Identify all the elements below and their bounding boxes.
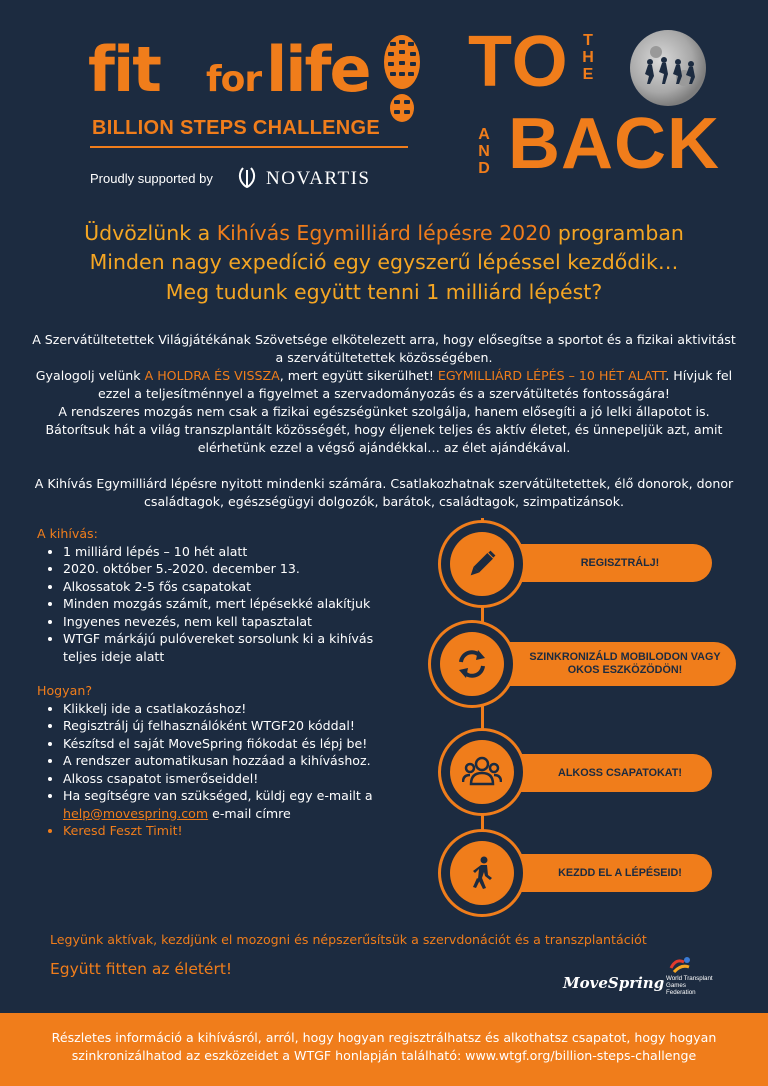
step-pill-sync [486,642,736,686]
question-heading: Meg tudunk együtt tenni 1 milliárd lépést? [165,280,603,304]
intro-text [28,331,740,511]
step-label-sync: SZINKRONIZÁLD MOBILODON VAGY OKOS ESZKÖZÖDÖN! [529,651,721,676]
closing-slogan: Együtt fitten az életért! [50,960,233,978]
step-label-register: REGISZTRÁLJ! [580,556,660,569]
intro-paragraph-2 [28,367,740,403]
campaign-and-letter: A [478,126,490,143]
supported-by-text: Proudly supported by [90,171,213,186]
wtgf-logo-text: World Transplant Games Federation [666,975,713,996]
intro-p2-c: . Hívjuk fel ezzel a teljesítménnyel a figyelmet a szervadományozás és a szervátültetés fontosságára! [98,368,733,401]
intro-p2-highlight-1: A HOLDRA ÉS VISSZA [144,368,280,383]
logo-divider [90,146,408,148]
step-circle-register [438,520,526,608]
challenge-item: • Alkossatok 2-5 fős csapatokat [63,578,407,596]
join-link[interactable]: • Klikkelj ide a csatlakozáshoz! [63,700,407,718]
team-search-item: • Keresd Feszt Timit! [63,822,407,840]
challenge-item: • Ingyenes nevezés, nem kell tapasztalat [63,613,407,631]
movespring-logo: MoveSpring [563,974,665,992]
sponsor-name: NOVARTIS [266,168,371,189]
help-item [63,787,407,822]
steps-infographic [430,518,720,910]
step-label-start: KEZDD EL A LÉPÉSEID! [558,866,682,879]
welcome-heading-post: programban [551,221,684,245]
campaign-the-letter: E [582,66,594,83]
footer-text: Részletes információ a kihívásról, arról, hogy hogyan regisztrálhatsz és alkothatsz csapatot, hogy hogyan szinkronizálhatod az eszközeidet a WTGF honlapján található: www.wtgf.org/billion-steps-challenge [51,1030,717,1063]
challenge-list [37,543,407,666]
challenge-details [37,525,407,840]
footer-banner [0,1013,768,1086]
campaign-and-text [474,126,494,177]
to-the-moon-and-back-logo [468,22,720,198]
closing-line-1: Legyünk aktívak, kezdjünk el mozogni és népszerűsítsük a szervdonációt és a transzplantációt [50,932,647,947]
step-label-team: ALKOSS CSAPATOKAT! [558,766,682,779]
intro-paragraph-4: Bátorítsuk hát a világ transzplantált közösségét, hogy éljenek teljes és aktív életet, és ünnepeljük azt, amit elérhetünk ezzel a végső ajándékkal… az élet ajándékával. [45,422,723,455]
step-circle-start [438,829,526,917]
intro-paragraph-3: A rendszeres mozgás nem csak a fizikai egészségünket szolgálja, hanem elősegíti a jó lelki állapotot is. [58,404,710,419]
section-spacer [37,665,407,682]
campaign-and-letter: D [478,160,490,177]
intro-paragraph-5: A Kihívás Egymilliárd lépésre nyitott mindenki számára. Csatlakozhatnak szervátültetettek, élő donorok, donor családtagok, egészségügyi dolgozók, barátok, családtagok, szimpatizánsok. [34,476,734,509]
step-circle-team [438,728,526,816]
pencil-icon [464,546,500,582]
how-item: • Alkoss csapatot ismerőseiddel! [63,770,407,788]
moon-icon [628,28,708,108]
campaign-the-text [578,32,598,83]
logo-for-text: for [206,59,262,100]
campaign-the-letter: H [582,49,594,66]
how-item: • A rendszer automatikusan hozzáad a kihíváshoz. [63,752,407,770]
welcome-heading-highlight: Kihívás Egymilliárd lépésre 2020 [216,221,552,245]
walking-icon [464,855,500,891]
how-title: Hogyan? [37,683,93,698]
intro-paragraph-1: A Szervátültetettek Világjátékának Szövetsége elkötelezett arra, hogy elősegítse a sportot és a fizikai aktivitást a szervátültetettek közösségében. [32,332,736,365]
how-item: • Készítsd el saját MoveSpring fiókodat és lépj be! [63,735,407,753]
intro-p2-b: , mert együtt sikerülhet! [279,368,438,383]
novartis-logo-icon [236,166,258,190]
campaign-the-letter: T [583,32,593,49]
campaign-and-letter: N [478,143,490,160]
intro-p2-highlight-2: EGYMILLIÁRD LÉPÉS – 10 HÉT ALATT [437,368,666,383]
sync-icon [454,646,490,682]
intro-spacer [28,457,740,475]
help-email-link[interactable]: help@movespring.com [63,805,209,821]
expedition-heading: Minden nagy expedíció egy egyszerű lépéssel kezdődik… [89,250,679,274]
challenge-title: A kihívás: [37,526,98,541]
challenge-item: • WTGF márkájú pulóvereket sorsolunk ki a kihívás teljes ideje alatt [63,630,407,665]
campaign-back-text: BACK [508,104,720,184]
campaign-to-text: TO [468,22,569,102]
help-text-pre: Ha segítségre van szükséged, küldj egy e-mailt a [63,788,373,803]
step-circle-sync [428,620,516,708]
logo-fit-text: fit [88,33,160,106]
intro-p2-a: Gyalogolj velünk [35,368,145,383]
team-icon [462,754,502,790]
challenge-item: • 2020. október 5.-2020. december 13. [63,560,407,578]
help-text-post: e-mail címre [208,805,291,821]
welcome-heading-pre: Üdvözlünk a [84,221,217,245]
welcome-heading [0,219,768,248]
how-item: • Regisztrálj új felhasználóként WTGF20 kóddal! [63,717,407,735]
challenge-item: • 1 milliárd lépés – 10 hét alatt [63,543,407,561]
challenge-item: • Minden mozgás számít, mert lépésekké alakítjuk [63,595,407,613]
logo-subtitle: BILLION STEPS CHALLENGE [92,117,381,139]
logo-life-text: life [266,33,370,106]
how-list [37,700,407,840]
fit-for-life-logo [88,34,398,118]
shoe-print-icon [380,32,424,124]
